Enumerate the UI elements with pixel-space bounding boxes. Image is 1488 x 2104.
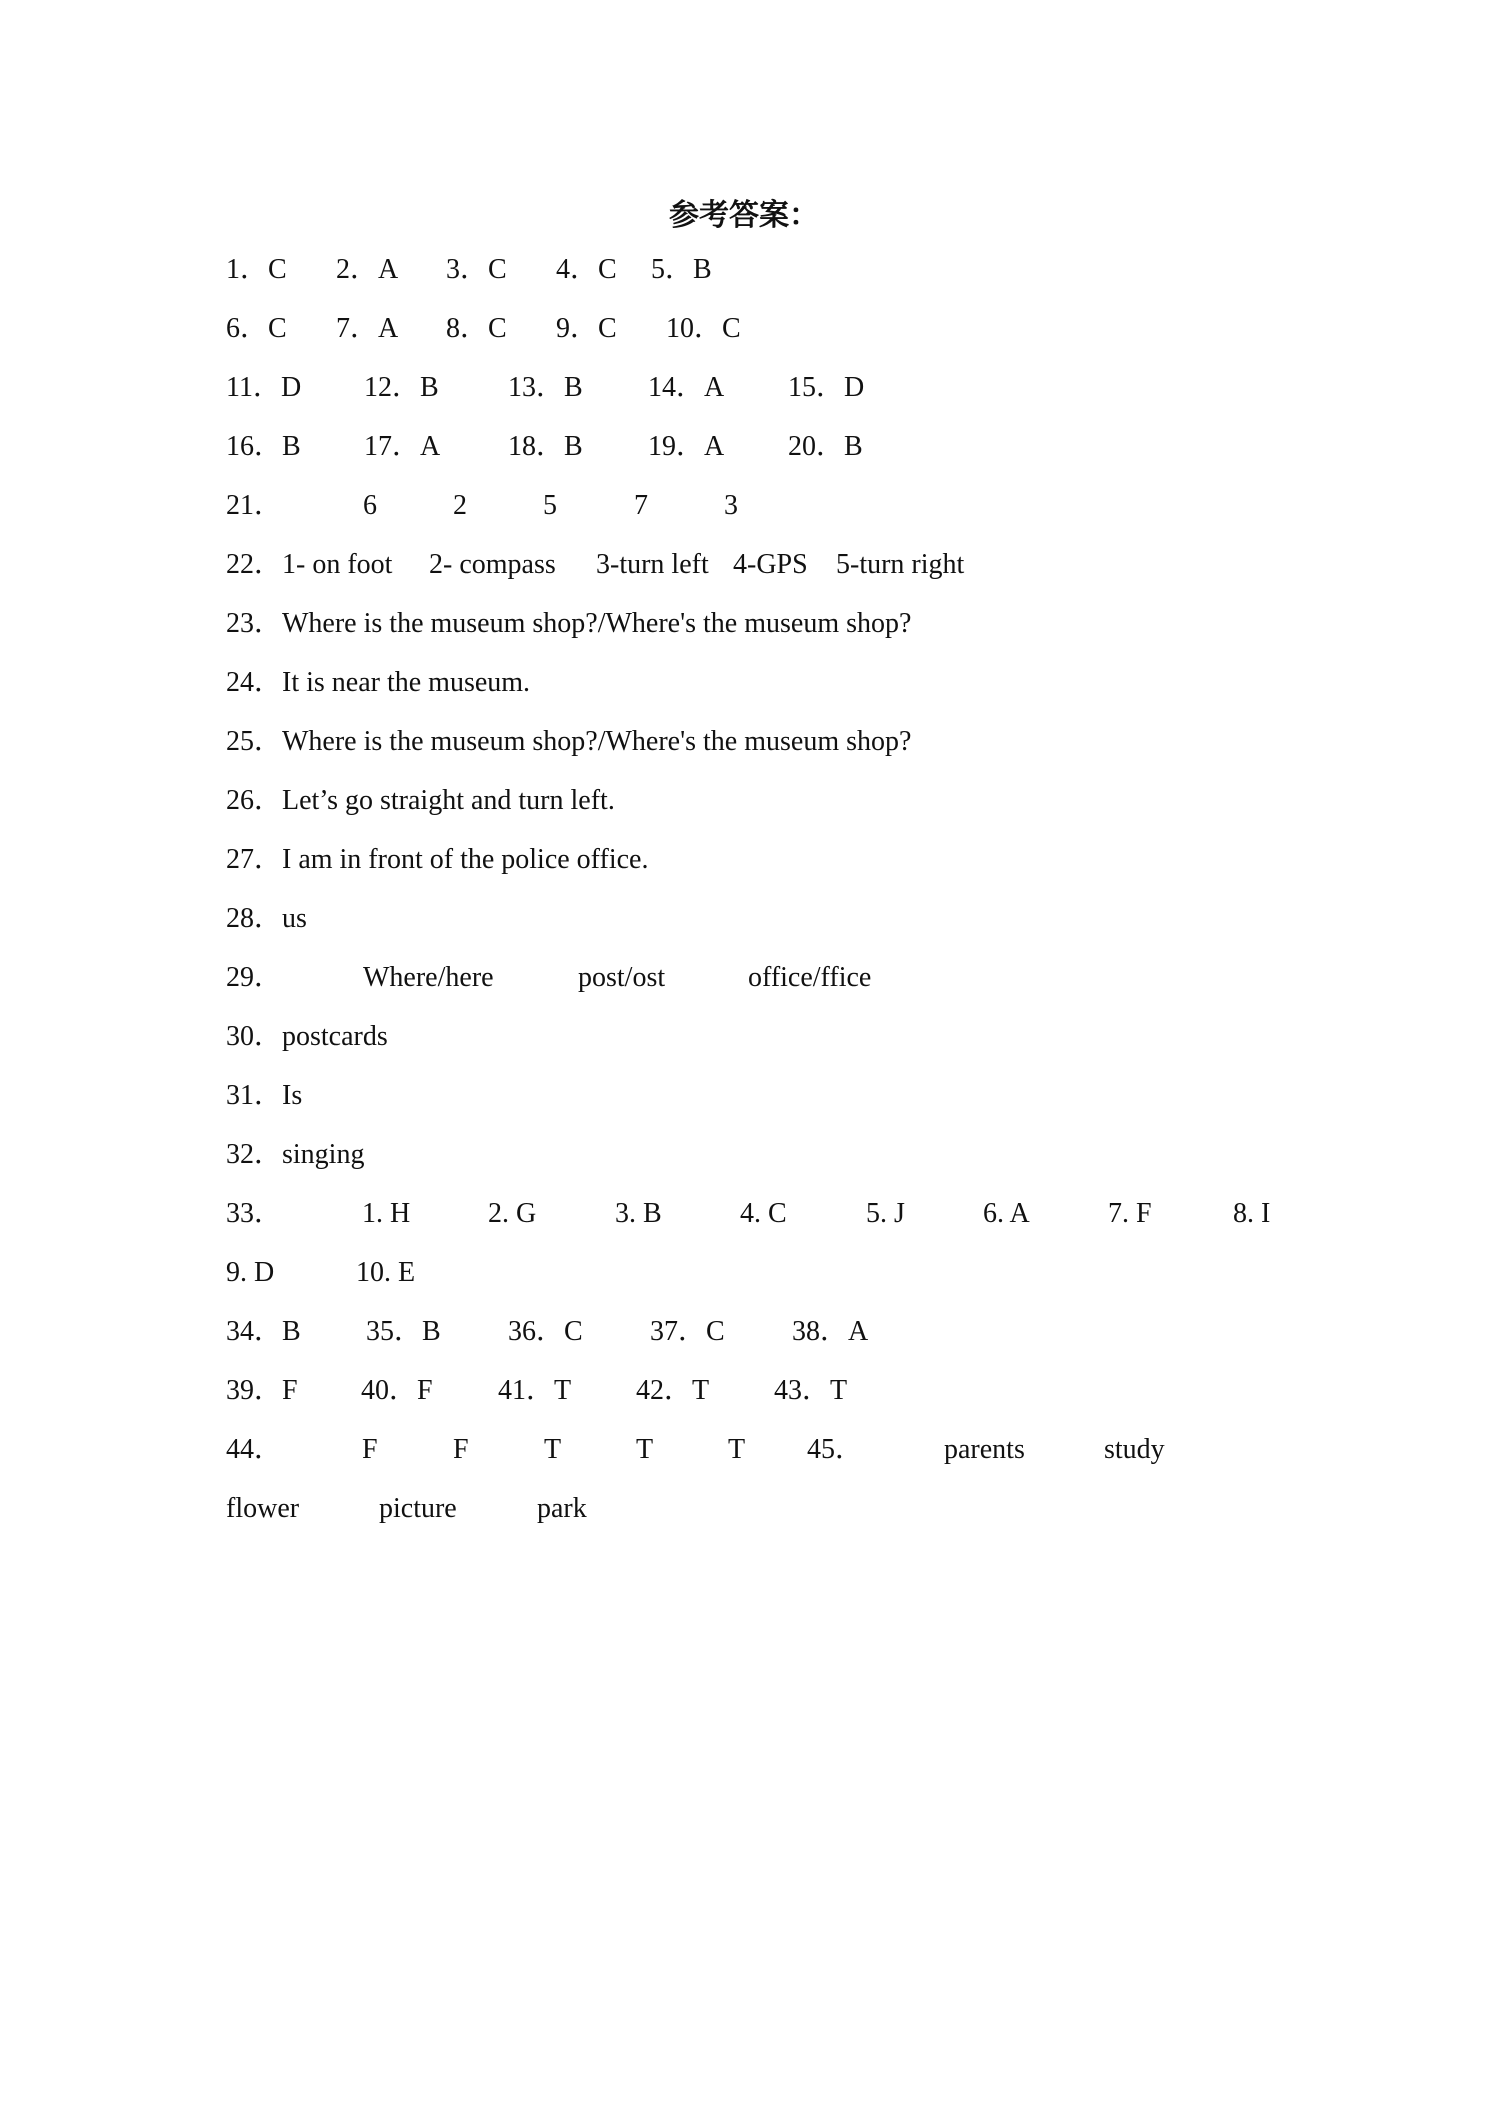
answer-item: 11．D	[226, 372, 302, 403]
answer-item: 41．T	[498, 1375, 572, 1406]
answer-item: 5-turn right	[836, 549, 965, 580]
answer-item: office/ffice	[748, 962, 872, 993]
answer-item: 6. A	[983, 1198, 1030, 1229]
answer-item: 33．	[226, 1198, 283, 1229]
answer-item: 25．Where is the museum shop?/Where's the museum shop?	[226, 726, 912, 757]
answer-item: 38．A	[792, 1316, 869, 1347]
answer-item: F	[453, 1434, 469, 1465]
answer-item: 13．B	[508, 372, 583, 403]
answer-item: 20．B	[788, 431, 863, 462]
answer-item: 9. D	[226, 1257, 275, 1288]
answer-item: 21．	[226, 490, 283, 521]
answer-item: 31．Is	[226, 1080, 303, 1111]
answer-item: 19．A	[648, 431, 725, 462]
answer-item: 18．B	[508, 431, 583, 462]
answer-item: 4-GPS	[733, 549, 808, 580]
answer-item: 7．A	[336, 313, 399, 344]
answer-item: 29．	[226, 962, 283, 993]
answer-item: 5	[543, 490, 557, 521]
answer-item: 45．	[807, 1434, 864, 1465]
answer-item: 3. B	[615, 1198, 662, 1229]
answer-item: 34．B	[226, 1316, 301, 1347]
answer-item: 26．Let’s go straight and turn left.	[226, 785, 615, 816]
answer-item: 10．C	[666, 313, 741, 344]
answer-item: 22．1- on foot	[226, 549, 393, 580]
answer-item: 8. I	[1233, 1198, 1271, 1229]
answer-item: post/ost	[578, 962, 666, 993]
answer-item: 1. H	[362, 1198, 411, 1229]
answer-item: 27．I am in front of the police office.	[226, 844, 649, 875]
answer-item: 37．C	[650, 1316, 725, 1347]
answer-item: flower	[226, 1493, 300, 1524]
answer-item: 2- compass	[429, 549, 556, 580]
answer-item: Where/here	[363, 962, 494, 993]
answer-item: 10. E	[356, 1257, 416, 1288]
answer-item: 30．postcards	[226, 1021, 388, 1052]
answer-item: 16．B	[226, 431, 301, 462]
answer-item: T	[636, 1434, 654, 1465]
answer-item: T	[544, 1434, 562, 1465]
answer-item: 14．A	[648, 372, 725, 403]
answer-item: 42．T	[636, 1375, 710, 1406]
answer-item: 35．B	[366, 1316, 441, 1347]
answer-item: 32．singing	[226, 1139, 365, 1170]
answer-item: 3-turn left	[596, 549, 709, 580]
answer-item: parents	[944, 1434, 1025, 1465]
answer-item: picture	[379, 1493, 457, 1524]
answer-item: 40．F	[361, 1375, 433, 1406]
answer-item: 28．us	[226, 903, 307, 934]
answer-item: 7. F	[1108, 1198, 1152, 1229]
answer-item: 23．Where is the museum shop?/Where's the museum shop?	[226, 608, 912, 639]
answer-item: 2．A	[336, 254, 399, 285]
answer-item: 44．	[226, 1434, 283, 1465]
answer-item: 6．C	[226, 313, 287, 344]
answer-item: 1．C	[226, 254, 287, 285]
answer-item: 2. G	[488, 1198, 537, 1229]
answer-item: 39．F	[226, 1375, 298, 1406]
answer-item: study	[1104, 1434, 1165, 1465]
answer-item: 17．A	[364, 431, 441, 462]
answer-item: 4. C	[740, 1198, 787, 1229]
answer-item: 43．T	[774, 1375, 848, 1406]
answer-item: 15．D	[788, 372, 865, 403]
answer-item: park	[537, 1493, 587, 1524]
answer-item: 5．B	[651, 254, 712, 285]
page-title: 参考答案：	[669, 198, 819, 233]
answer-item: 4．C	[556, 254, 617, 285]
answer-item: 36．C	[508, 1316, 583, 1347]
answer-item: 5. J	[866, 1198, 905, 1229]
answer-item: 9．C	[556, 313, 617, 344]
answer-item: 3	[724, 490, 738, 521]
answer-item: 6	[363, 490, 377, 521]
answer-item: 3．C	[446, 254, 507, 285]
answer-item: F	[362, 1434, 378, 1465]
answer-item: 2	[453, 490, 467, 521]
answer-item: T	[728, 1434, 746, 1465]
answer-item: 12．B	[364, 372, 439, 403]
answer-item: 8．C	[446, 313, 507, 344]
answer-item: 7	[634, 490, 648, 521]
answer-item: 24．It is near the museum.	[226, 667, 531, 698]
